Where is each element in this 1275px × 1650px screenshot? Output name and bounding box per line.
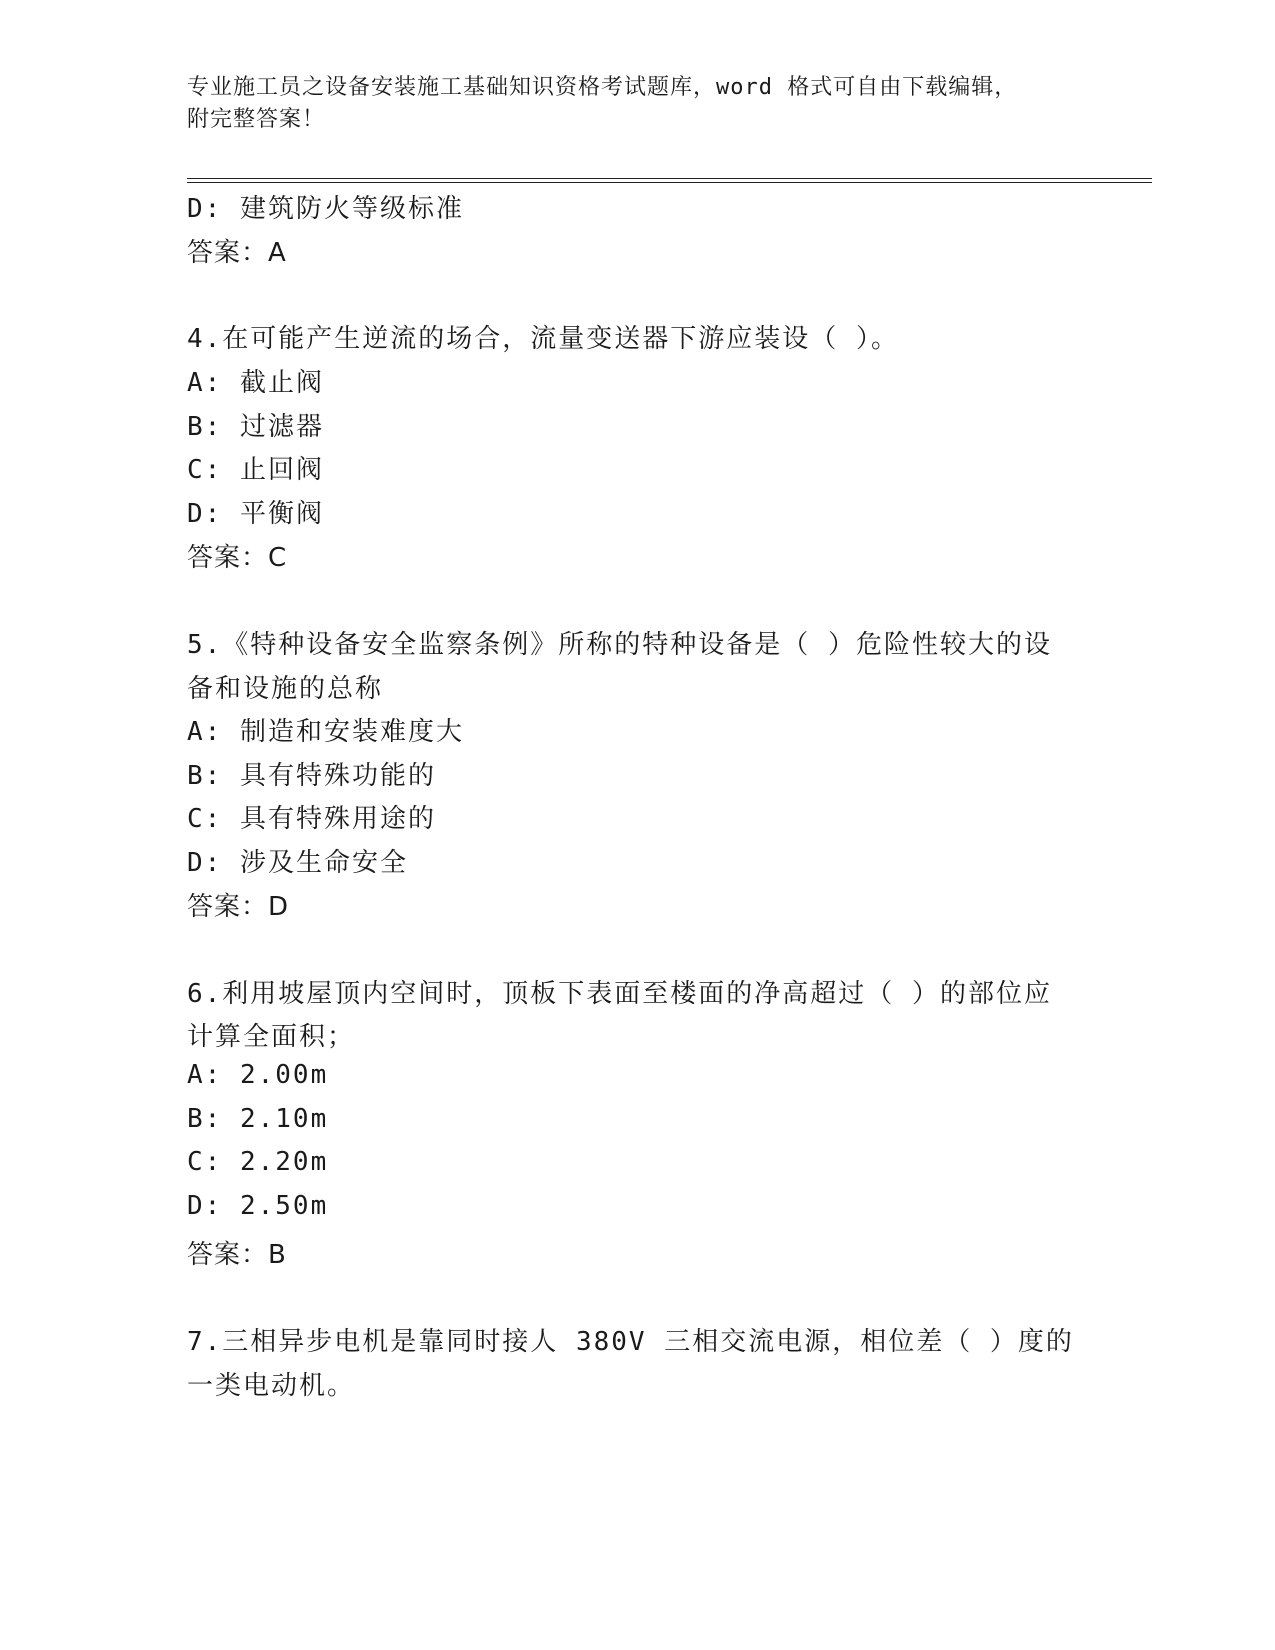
- q7-stem-line-2: 一类电动机。: [187, 1371, 356, 1401]
- q4-option-c: C: 止回阀: [187, 455, 324, 485]
- q6-answer: 答案：B: [187, 1240, 287, 1270]
- q3-answer: 答案：A: [187, 238, 287, 268]
- q4-stem: 4.在可能产生逆流的场合，流量变送器下游应装设（ ）。: [187, 324, 899, 354]
- q6-option-b: B: 2.10m: [187, 1104, 329, 1134]
- q7-stem-line-1: 7.三相异步电机是靠同时接人 380V 三相交流电源，相位差（ ）度的: [187, 1327, 1074, 1357]
- q5-option-d: D: 涉及生命安全: [187, 848, 408, 878]
- q6-stem-line-2: 计算全面积；: [187, 1022, 356, 1052]
- q5-stem-line-1: 5.《特种设备安全监察条例》所称的特种设备是（ ）危险性较大的设: [187, 630, 1052, 660]
- q5-stem-line-2: 备和设施的总称: [187, 674, 384, 704]
- q6-option-d: D: 2.50m: [187, 1191, 329, 1221]
- q3-option-d: D: 建筑防火等级标准: [187, 194, 464, 224]
- q4-option-b: B: 过滤器: [187, 412, 324, 442]
- q5-answer: 答案：D: [187, 892, 290, 922]
- q5-option-a: A: 制造和安装难度大: [187, 717, 464, 747]
- header-line-2: 附完整答案！: [187, 107, 326, 132]
- q6-stem-line-1: 6.利用坡屋顶内空间时，顶板下表面至楼面的净高超过（ ）的部位应: [187, 979, 1052, 1009]
- page-header: [187, 72, 1067, 136]
- q6-option-a: A: 2.00m: [187, 1060, 329, 1090]
- q5-option-c: C: 具有特殊用途的: [187, 804, 436, 834]
- header-divider-bottom: [187, 182, 1152, 183]
- q4-option-d: D: 平衡阀: [187, 499, 324, 529]
- q4-answer: 答案：C: [187, 543, 288, 573]
- q5-option-b: B: 具有特殊功能的: [187, 761, 436, 791]
- q4-option-a: A: 截止阀: [187, 368, 324, 398]
- header-line-1: 专业施工员之设备安装施工基础知识资格考试题库，word 格式可自由下载编辑，: [187, 75, 1018, 100]
- q6-option-c: C: 2.20m: [187, 1147, 329, 1177]
- header-divider-top: [187, 178, 1152, 179]
